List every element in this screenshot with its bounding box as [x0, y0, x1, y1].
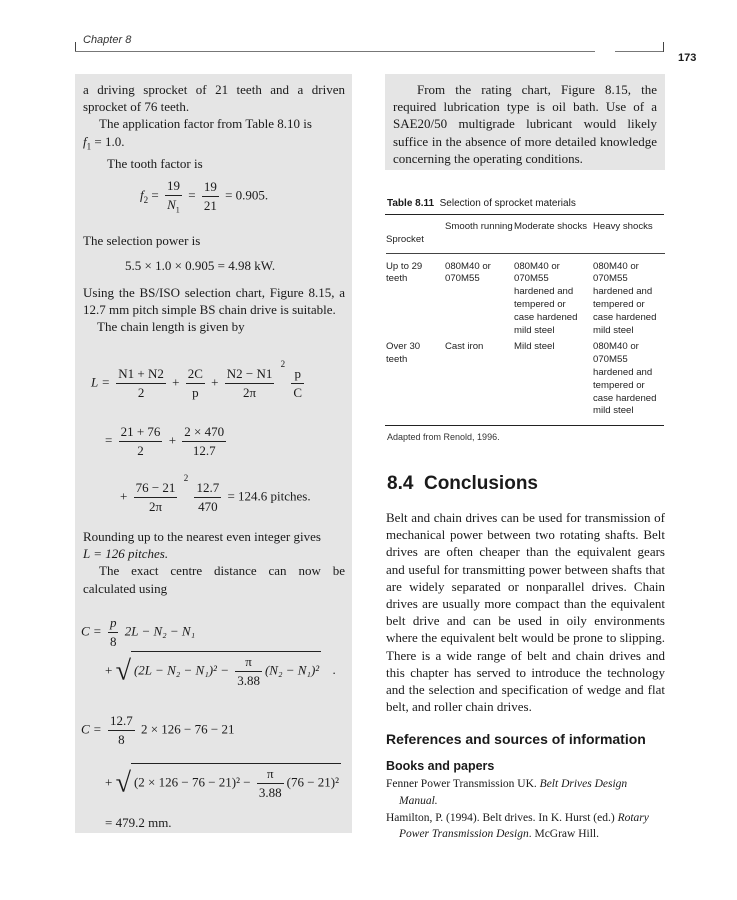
- paragraph: Using the BS/ISO selection chart, Figure 8.15, a 12.7 mm pitch simple BS chain drive is suitable.: [83, 285, 345, 318]
- sqrt-symbol: √: [115, 767, 131, 799]
- table-cell: 080M40 or 070M55 hardened and tempered or case hardened mild steel: [593, 260, 657, 336]
- sqrt-symbol: √: [115, 655, 131, 687]
- books-heading: Books and papers: [386, 759, 495, 773]
- table-row: [386, 261, 665, 338]
- table-header: Moderate shocks: [514, 221, 588, 232]
- paragraph: The selection power is: [83, 233, 201, 248]
- paragraph: a driving sprocket of 21 teeth and a driven sprocket of 76 teeth.: [83, 82, 345, 115]
- paragraph: The tooth factor is: [107, 156, 203, 172]
- equation-centre-distance-substituted: C = $\frac{12.7}{8}$ 2 × 126 − 76 − 21: [81, 713, 235, 747]
- worked-example-content: [83, 528, 345, 597]
- table-bottom-rule: [385, 425, 664, 426]
- equation-chain-length-substituted: = $\frac{21 + 76}{2}$ + $\frac{2 \times 470}{12.7}$: [105, 424, 225, 458]
- table-source: Adapted from Renold, 1996.: [387, 432, 500, 442]
- table-cell: 080M40 or 070M55: [445, 260, 491, 285]
- table-cell: 080M40 or 070M55 hardened and tempered or case hardened mild steel: [514, 260, 578, 336]
- table-header: Smooth running: [445, 221, 513, 232]
- section-heading: 8.4 Conclusions: [387, 473, 538, 494]
- paragraph: The application factor from Table 8.10 is: [99, 116, 312, 132]
- worked-example-content: [83, 284, 345, 336]
- header-rule-right-tick: [663, 42, 664, 52]
- equation-selection-power: 5.5 × 1.0 × 0.905 = 4.98 kW.: [125, 258, 276, 273]
- reference-list: [386, 776, 665, 843]
- header-rule: [75, 51, 595, 52]
- paragraph: L = 126 pitches.: [83, 546, 169, 562]
- paragraph: The chain length is given by: [97, 319, 245, 335]
- conclusions-paragraph: Belt and chain drives can be used for transmission of mechanical power between two rotating shafts. Belt drives are often cheaper than the equivalent gears and useful for transmitting power between shafts that are widely separated or nonparallel drives. Chain drives are usually more compact than the equivalent belt drive and can be used in oily environments where the equivalent belt would be prone to slipping. There is a wide range of belt and chain drives and this chapter has served to introduce the technology and the selection and specification of wedge and flat belt, and roller chain drives.: [386, 510, 665, 715]
- page-number: 173: [678, 52, 697, 64]
- equation-centre-distance-substituted-root: + √ (2 × 126 − 76 − 21)² − $\frac{\pi}{3.88}$ (76 − 21)²: [105, 763, 341, 801]
- equation-chain-length: L = $\frac{N1 + N2}{2}$ + $\frac{2C}{p}$ + $\frac{N2 - N1}{2\pi}$ $^2$ $\frac{p}{C}$: [91, 359, 303, 400]
- table-cell: Up to 29 teeth: [386, 260, 423, 285]
- worked-example-content: [83, 81, 345, 173]
- header-rule-right: [615, 51, 663, 52]
- reference-item: Hamilton, P. (1994). Belt drives. In K. Hurst (ed.) Rotary Power Transmission Design. McGraw Hill.: [386, 811, 649, 841]
- equation-centre-distance-root: + √ (2L − N₂ − N₁)² − $\frac{\pi}{3.88}$ (N₂ − N₁)² .: [105, 651, 336, 689]
- table-header: Sprocket: [386, 233, 424, 245]
- table-cell: 080M40 or 070M55 hardened and tempered or case hardened mild steel: [593, 341, 657, 417]
- table-header-row: [386, 221, 665, 247]
- sprocket-materials-table: [386, 221, 665, 418]
- paragraph: $f_1 = 1.0$.: [83, 133, 125, 152]
- table-top-rule: [385, 214, 664, 215]
- equation-centre-distance: C = $\frac{p}{8}$ 2L − N₂ − N₁: [81, 615, 196, 649]
- paragraph: Rounding up to the nearest even integer gives: [83, 529, 321, 544]
- reference-item: Fenner Power Transmission UK. Belt Drives Design Manual.: [386, 778, 628, 807]
- table-row: [386, 341, 665, 418]
- table-cell: Cast iron: [445, 341, 484, 353]
- equation-centre-distance-result: = 479.2 mm.: [105, 815, 172, 830]
- equation-chain-length-result: + $\frac{76 - 21}{2\pi}$ $^2$ $\frac{12.7}{470}$ = 124.6 pitches.: [120, 473, 311, 514]
- paragraph: The exact centre distance can now be calculated using: [83, 563, 345, 596]
- table-title: Table 8.11 Selection of sprocket materials: [387, 198, 576, 209]
- references-heading: References and sources of information: [386, 731, 646, 747]
- table-cell: Over 30 teeth: [386, 341, 421, 366]
- lubrication-note: From the rating chart, Figure 8.15, the required lubrication type is oil bath. Use of a SAE20/50 multigrade lubricant would likely suffice in the absence of more detailed knowledge concerning the operating conditions.: [393, 82, 657, 166]
- equation-tooth-factor: $f_2$ = $\frac{19}{N_1}$ = $\frac{19}{21}$ = 0.905.: [140, 178, 269, 215]
- table-header: Heavy shocks: [593, 221, 653, 232]
- running-head-chapter: Chapter 8: [83, 34, 132, 46]
- table-cell: Mild steel: [514, 341, 555, 353]
